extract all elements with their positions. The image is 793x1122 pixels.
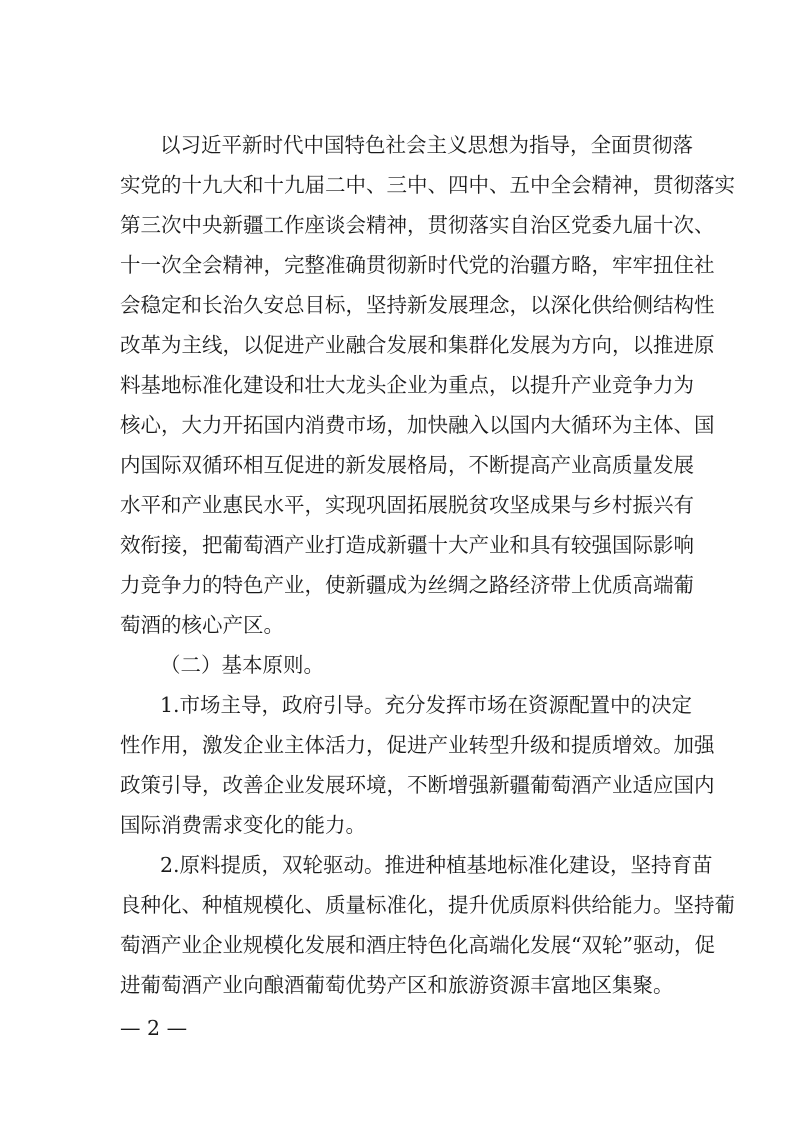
paragraph-intro-line: 力竞争力的特色产业，使新疆成为丝绸之路经济带上优质高端葡 [120, 573, 694, 597]
paragraph-intro-line: 改革为主线，以促进产业融合发展和集群化发展为方向，以推进原 [120, 333, 715, 357]
principle-2-line: 良种化、种植规模化、质量标准化，提升优质原料供给能力。坚持葡 [120, 893, 735, 917]
page-number: — 2 — [120, 1016, 188, 1040]
paragraph-intro-line: 会稳定和长治久安总目标，坚持新发展理念，以深化供给侧结构性 [120, 293, 715, 317]
paragraph-intro-line: 水平和产业惠民水平，实现巩固拓展脱贫攻坚成果与乡村振兴有 [120, 493, 694, 517]
paragraph-intro-line: 以习近平新时代中国特色社会主义思想为指导，全面贯彻落 [160, 133, 693, 157]
principle-1-line: 1.市场主导，政府引导。充分发挥市场在资源配置中的决定 [160, 693, 693, 717]
paragraph-intro-line: 料基地标准化建设和壮大龙头企业为重点，以提升产业竞争力为 [120, 373, 694, 397]
principle-2-line: 进葡萄酒产业向酿酒葡萄优势产区和旅游资源丰富地区集聚。 [120, 973, 674, 997]
section-heading: （二）基本原则。 [160, 653, 324, 677]
principle-2-line: 萄酒产业企业规模化发展和酒庄特色化高端化发展“双轮”驱动，促 [120, 933, 715, 957]
paragraph-intro-line: 核心，大力开拓国内消费市场，加快融入以国内大循环为主体、国 [120, 413, 715, 437]
principle-1-line: 政策引导，改善企业发展环境，不断增强新疆葡萄酒产业适应国内 [120, 773, 715, 797]
paragraph-intro-line: 第三次中央新疆工作座谈会精神，贯彻落实自治区党委九届十次、 [120, 213, 715, 237]
paragraph-intro-line: 实党的十九大和十九届二中、三中、四中、五中全会精神，贯彻落实 [120, 173, 735, 197]
principle-2-line: 2.原料提质，双轮驱动。推进种植基地标准化建设，坚持育苗 [160, 853, 713, 877]
paragraph-intro-line: 内国际双循环相互促进的新发展格局，不断提高产业高质量发展 [120, 453, 694, 477]
paragraph-intro-line: 萄酒的核心产区。 [120, 613, 284, 637]
principle-1-line: 性作用，激发企业主体活力，促进产业转型升级和提质增效。加强 [120, 733, 715, 757]
principle-1-line: 国际消费需求变化的能力。 [120, 813, 366, 837]
paragraph-intro-line: 效衔接，把葡萄酒产业打造成新疆十大产业和具有较强国际影响 [120, 533, 694, 557]
paragraph-intro-line: 十一次全会精神，完整准确贯彻新时代党的治疆方略，牢牢扭住社 [120, 253, 715, 277]
